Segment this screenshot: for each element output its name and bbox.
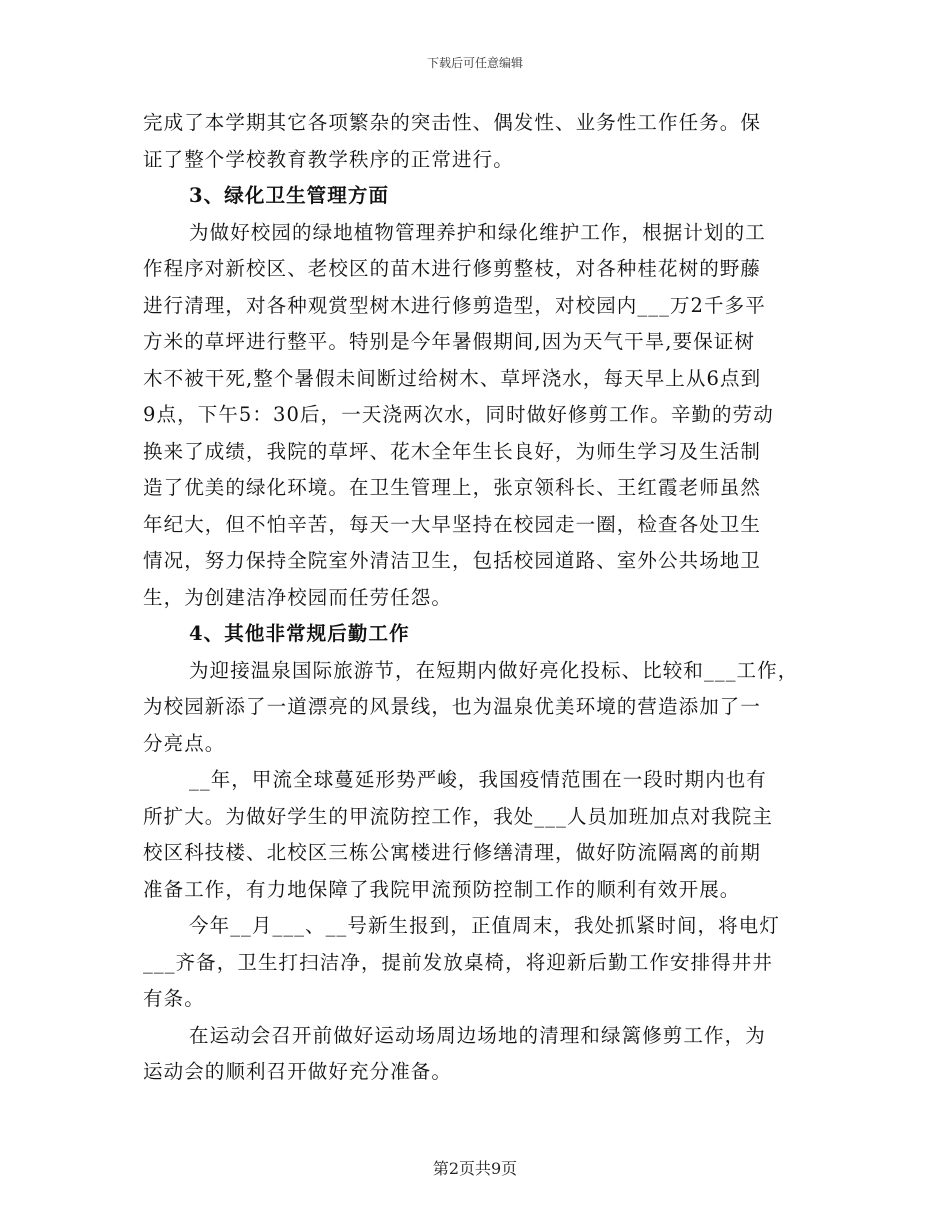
paragraph-line: 木不被干死,整个暑假未间断过给树木、草坪浇水，每天早上从6点到 [143, 366, 762, 390]
paragraph-line: 情况，努力保持全院室外清洁卫生，包括校园道路、室外公共场地卫 [143, 549, 762, 572]
section-heading: 3、绿化卫生管理方面 [189, 184, 390, 207]
paragraph-line: 换来了成绩，我院的草坪、花木全年生长良好，为师生学习及生活制 [143, 439, 762, 463]
page-number: 第2页共9页 [432, 1159, 518, 1178]
paragraph-line: 有条。 [143, 987, 205, 1010]
paragraph-line: 在运动会召开前做好运动场周边场地的清理和绿篱修剪工作，为 [189, 1023, 766, 1047]
paragraph-line: 方米的草坪进行整平。特别是今年暑假期间,因为天气干旱,要保证树 [143, 330, 755, 353]
section-heading: 4、其他非常规后勤工作 [189, 622, 410, 645]
paragraph-line: 证了整个学校教育教学秩序的正常进行。 [143, 147, 514, 171]
paragraph-line: 进行清理，对各种观赏型树木进行修剪造型，对校园内___万2千多平 [143, 293, 766, 317]
document-body [143, 105, 811, 1091]
paragraph-line: 为做好校园的绿地植物管理养护和绿化维护工作，根据计划的工 [189, 220, 766, 244]
paragraph-line: 生，为创建洁净校园而任劳任怨。 [143, 585, 453, 609]
paragraph-line: ___齐备，卫生打扫洁净，提前发放桌椅，将迎新后勤工作安排得井井 [143, 950, 773, 974]
paragraph-line: 所扩大。为做好学生的甲流防控工作，我处___人员加班加点对我院主 [143, 804, 773, 828]
paragraph-line: 分亮点。 [143, 731, 226, 755]
paragraph-line: 为迎接温泉国际旅游节，在短期内做好亮化投标、比较和___工作， [189, 658, 799, 682]
paragraph-line: 作程序对新校区、老校区的苗木进行修剪整枝，对各种桂花树的野藤 [143, 257, 762, 280]
paragraph-line: __年，甲流全球蔓延形势严峻，我国疫情范围在一段时期内也有 [189, 768, 767, 791]
paragraph-line: 为校园新添了一道漂亮的风景线，也为温泉优美环境的营造添加了一 [143, 695, 762, 718]
paragraph-line: 年纪大，但不怕辛苦，每天一大早坚持在校园走一圈，检查各处卫生 [143, 512, 762, 536]
page-header: 下载后可任意编辑 [426, 56, 523, 70]
paragraph-line: 9点，下午5：30后，一天浇两次水，同时做好修剪工作。辛勤的劳动 [143, 403, 774, 426]
paragraph-line: 今年__月___、__号新生报到，正值周末，我处抓紧时间，将电灯 [189, 914, 780, 937]
paragraph-line: 完成了本学期其它各项繁杂的突击性、偶发性、业务性工作任务。保 [143, 111, 762, 134]
paragraph-line: 造了优美的绿化环境。在卫生管理上，张京领科长、王红霞老师虽然 [143, 476, 762, 499]
paragraph-line: 运动会的顺利召开做好充分准备。 [143, 1060, 453, 1083]
paragraph-line: 校区科技楼、北校区三栋公寓楼进行修缮清理，做好防流隔离的前期 [143, 841, 762, 864]
paragraph-line: 准备工作，有力地保障了我院甲流预防控制工作的顺利有效开展。 [143, 877, 741, 901]
